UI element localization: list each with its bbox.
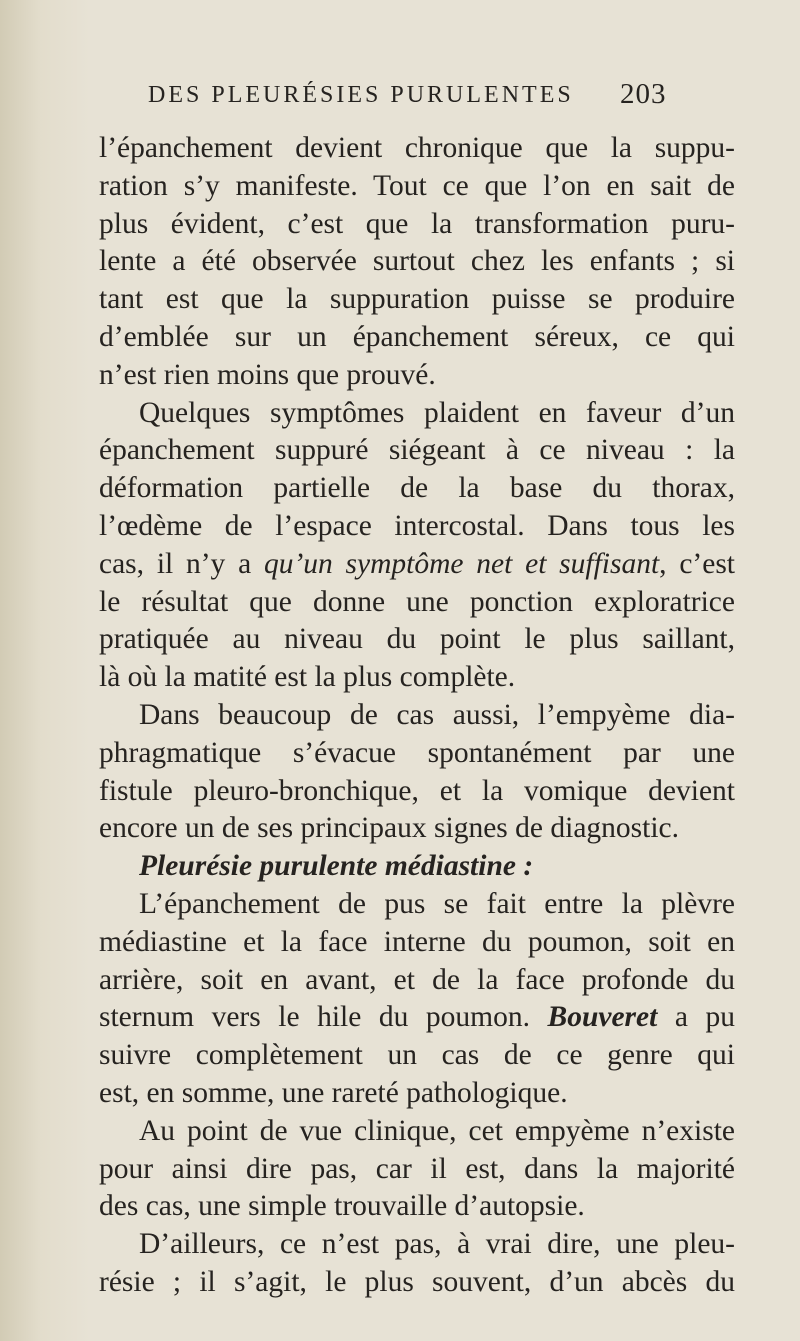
text-line: est, en somme, une rareté pathologique. — [99, 1076, 568, 1109]
text-span: , c’est — [659, 547, 736, 580]
text-line: lente a été observée surtout chez les enfants ; si — [99, 245, 735, 278]
text-span: cas, il n’y a — [99, 547, 264, 580]
text-line: pratiquée au niveau du point le plus saillant, — [99, 623, 735, 656]
text-line — [99, 999, 735, 1037]
text-line: médiastine et la face interne du poumon, soit en — [99, 925, 735, 958]
text-line: d’emblée sur un épanchement séreux, ce qui — [99, 320, 735, 353]
text-line: arrière, soit en avant, et de la face profonde du — [99, 963, 735, 996]
text-line — [99, 546, 735, 584]
text-line: ration s’y manifeste. Tout ce que l’on en sait de — [99, 169, 735, 202]
text-span: a pu — [657, 1001, 735, 1034]
text-line: le résultat que donne une ponction exploratrice — [99, 585, 735, 618]
text-line: là où la matité est la plus complète. — [99, 661, 516, 694]
text-line: fistule pleuro-bronchique, et la vomique devient — [99, 774, 735, 807]
text-line: suivre complètement un cas de ce genre qui — [99, 1039, 735, 1072]
page-header — [0, 78, 800, 122]
page-number: 203 — [620, 78, 667, 110]
text-line: Quelques symptômes plaident en faveur d’un — [139, 396, 735, 429]
section-heading: Pleurésie purulente médiastine : — [139, 850, 534, 883]
text-line: phragmatique s’évacue spontanément par une — [99, 736, 735, 769]
text-line: résie ; il s’agit, le plus souvent, d’un abcès du — [99, 1265, 735, 1298]
text-line: plus évident, c’est que la transformation puru- — [99, 207, 735, 240]
text-line: l’épanchement devient chronique que la suppu- — [99, 132, 735, 164]
text-line: pour ainsi dire pas, car il est, dans la majorité — [99, 1152, 735, 1185]
text-line: déformation partielle de la base du thorax, — [99, 472, 735, 505]
text-line: D’ailleurs, ce n’est pas, à vrai dire, une pleu- — [139, 1228, 735, 1261]
running-title: DES PLEURÉSIES PURULENTES — [148, 82, 574, 108]
text-line: l’œdème de l’espace intercostal. Dans tous les — [99, 509, 735, 542]
text-line: épanchement suppuré siégeant à ce niveau : la — [99, 434, 735, 467]
text-line: Au point de vue clinique, cet empyème n’existe — [139, 1114, 735, 1147]
author-name: Bouveret — [547, 1001, 658, 1034]
text-line: tant est que la suppuration puisse se produire — [99, 283, 735, 316]
text-line: encore un de ses principaux signes de diagnostic. — [99, 812, 680, 845]
text-span: sternum vers le hile du poumon. — [99, 1001, 548, 1034]
text-line: des cas, une simple trouvaille d’autopsie. — [99, 1190, 585, 1223]
emphasis-text: qu’un symptôme net et suffisant — [263, 547, 660, 580]
text-line: L’épanchement de pus se fait entre la plèvre — [139, 887, 735, 920]
text-line: n’est rien moins que prouvé. — [99, 358, 436, 391]
body-text — [99, 130, 735, 1302]
text-line: Dans beaucoup de cas aussi, l’empyème dia- — [139, 698, 735, 731]
